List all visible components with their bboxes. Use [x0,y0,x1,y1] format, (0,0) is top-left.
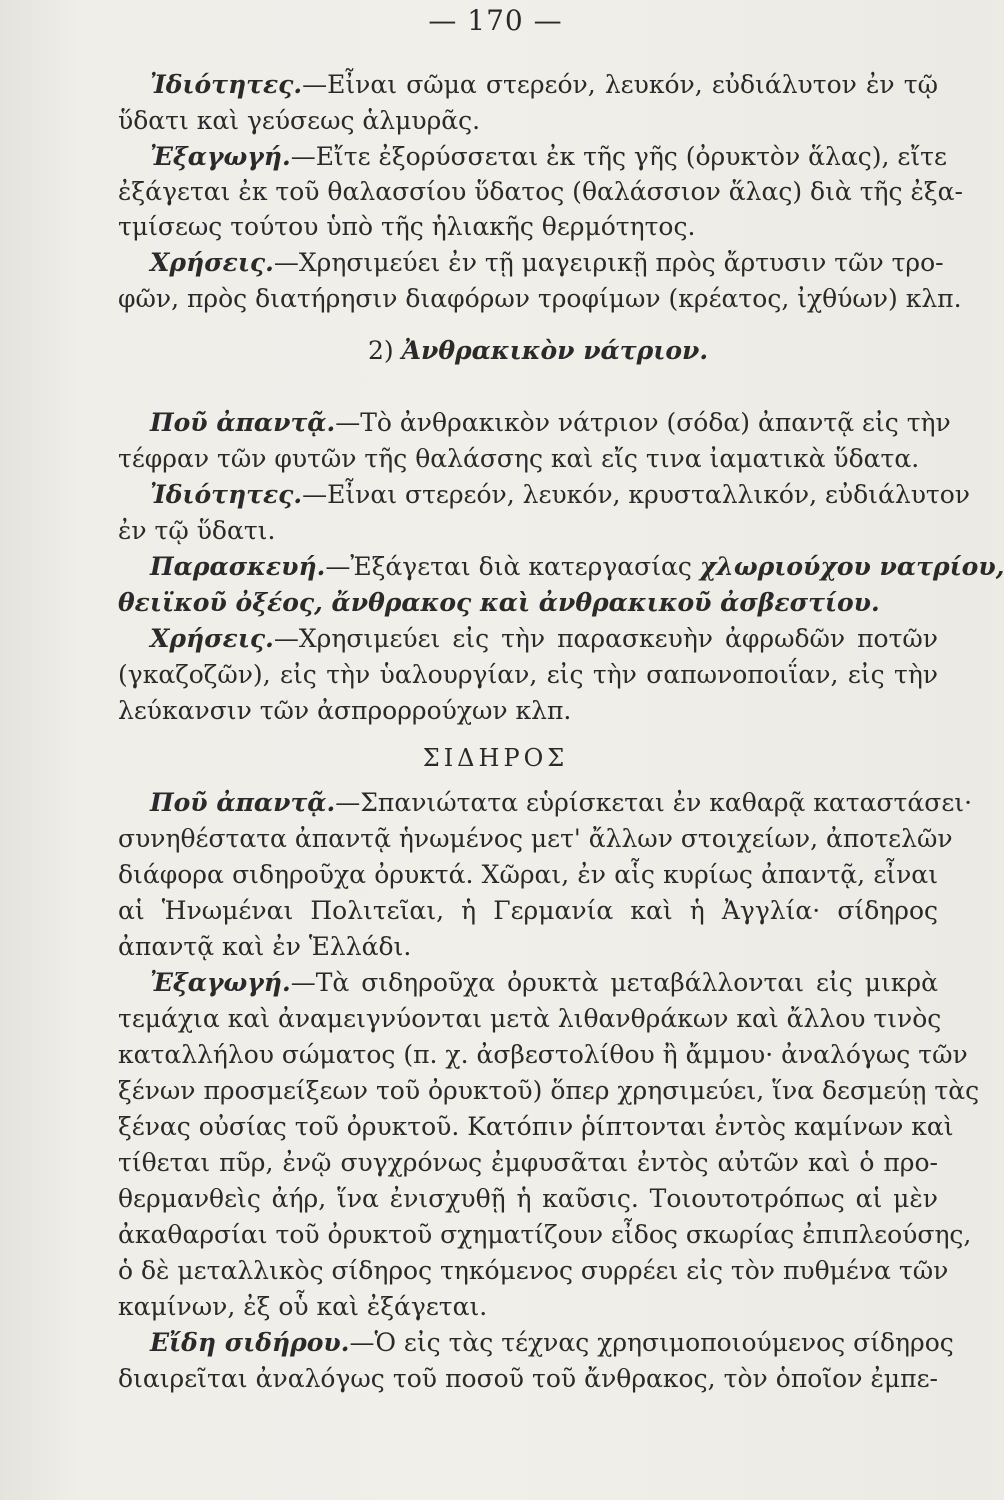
text-line: Ἰδιότητες.—Εἶναι στερεόν, λευκόν, κρυσταλλικόν, εὐδιάλυτον [150,480,970,509]
text-line: Ποῦ ἀπαντᾷ.—Τὸ ἀνθρακικὸν νάτριον (σόδα) ἀπαντᾷ εἰς τὴν [150,408,951,437]
text-line: ἀκαθαρσίαι τοῦ ὀρυκτοῦ σχηματίζουν εἶδος σκωρίας ἐπιπλεούσης, [118,1220,972,1249]
text-line: Παρασκευή.—Ἐξάγεται διὰ κατεργασίας χλωριούχου νατρίου, [150,552,1004,581]
text-line: λεύκανσιν τῶν ἀσπρορρούχων κλπ. [118,696,572,725]
text-line: ἐξάγεται ἐκ τοῦ θαλασσίου ὕδατος (θαλάσσιον ἅλας) διὰ τῆς ἐξα- [118,177,963,206]
text-line: ἐν τῷ ὕδατι. [118,516,276,545]
text-line: τμίσεως τούτου ὑπὸ τῆς ἡλιακῆς θερμότητος. [118,212,696,241]
text-line: θειϊκοῦ ὀξέος, ἄνθρακος καὶ ἀνθρακικοῦ ἀσβεστίου. [118,588,880,617]
text-line: (γκαζοζῶν), εἰς τὴν ὑαλουργίαν, εἰς τὴν σαπωνοποιΐαν, εἰς τὴν [118,660,938,689]
text-line: φῶν, πρὸς διατήρησιν διαφόρων τροφίμων (κρέατος, ἰχθύων) κλπ. [118,284,962,313]
text-line: Χρήσεις.—Χρησιμεύει εἰς τὴν παρασκευὴν ἀφρωδῶν ποτῶν [150,624,938,653]
text-line: αἱ Ἡνωμέναι Πολιτεῖαι, ἡ Γερμανία καὶ ἡ Ἀγγλία· σίδηρος [118,896,938,925]
section-heading: Χρήσεις. [150,624,274,653]
text-line: ξένας οὐσίας τοῦ ὀρυκτοῦ. Κατόπιν ῥίπτονται ἐντὸς καμίνων καὶ [118,1112,954,1141]
chapter-title: ΣΙΔΗΡΟΣ [422,744,569,772]
text-line: συνηθέστατα ἀπαντᾷ ἡνωμένος μετ' ἄλλων στοιχείων, ἀποτελῶν [118,824,953,853]
section-heading: Χρήσεις. [150,248,274,277]
section-heading: Ἐξαγωγή. [150,142,291,171]
text-line: καταλλήλου σώματος (π. χ. ἀσβεστολίθου ἢ ἄμμου· ἀναλόγως τῶν [118,1040,968,1069]
section-heading: Ποῦ ἀπαντᾷ. [150,408,336,437]
text-line: ὕδατι καὶ γεύσεως ἁλμυρᾶς. [118,106,481,135]
section-heading: Παρασκευή. [150,552,326,581]
text-line: Χρήσεις.—Χρησιμεύει ἐν τῇ μαγειρικῇ πρὸς ἄρτυσιν τῶν τρο- [150,248,944,277]
text-line: Εἴδη σιδήρου.—Ὁ εἰς τὰς τέχνας χρησιμοποιούμενος σίδηρος [150,1328,954,1357]
subsection-title: 2) Ἀνθρακικὸν νάτριον. [368,336,709,365]
section-heading: Ἐξαγωγή. [150,968,291,997]
text-line: καμίνων, ἐξ οὗ καὶ ἐξάγεται. [118,1292,488,1321]
text-line: διάφορα σιδηροῦχα ὀρυκτά. Χῶραι, ἐν αἷς κυρίως ἀπαντᾷ, εἶναι [118,860,938,889]
text-line: Ἰδιότητες.—Εἶναι σῶμα στερεόν, λευκόν, εὐδιάλυτον ἐν τῷ [150,70,938,99]
text-line: ἀπαντᾷ καὶ ἐν Ἑλλάδι. [118,932,412,961]
section-heading: Ποῦ ἀπαντᾷ. [150,788,336,817]
section-heading: Ἰδιότητες. [150,70,303,99]
text-line: τεμάχια καὶ ἀναμειγνύονται μετὰ λιθανθράκων καὶ ἄλλου τινὸς [118,1004,942,1033]
text-line: διαιρεῖται ἀναλόγως τοῦ ποσοῦ τοῦ ἄνθρακος, τὸν ὁποῖον ἐμπε- [118,1364,938,1393]
text-line: Ἐξαγωγή.—Εἴτε ἐξορύσσεται ἐκ τῆς γῆς (ὀρυκτὸν ἅλας), εἴτε [150,142,947,171]
text-line: Ποῦ ἀπαντᾷ.—Σπανιώτατα εὑρίσκεται ἐν καθαρᾷ καταστάσει· [150,788,973,817]
section-heading: Εἴδη σιδήρου. [150,1328,350,1357]
text-line: τίθεται πῦρ, ἐνῷ συγχρόνως ἐμφυσᾶται ἐντὸς αὐτῶν καὶ ὁ προ- [118,1148,938,1177]
text-line: τέφραν τῶν φυτῶν τῆς θαλάσσης καὶ εἴς τινα ἰαματικὰ ὕδατα. [118,444,920,473]
section-heading: Ἰδιότητες. [150,480,303,509]
text-line: ξένων προσμείξεων τοῦ ὀρυκτοῦ) ὅπερ χρησιμεύει, ἵνα δεσμεύῃ τὰς [118,1076,980,1105]
text-line: Ἐξαγωγή.—Τὰ σιδηροῦχα ὀρυκτὰ μεταβάλλονται εἰς μικρὰ [150,968,938,997]
page-number: — 170 — [428,4,563,37]
text-line: ὁ δὲ μεταλλικὸς σίδηρος τηκόμενος συρρέει εἰς τὸν πυθμένα τῶν [118,1256,949,1285]
text-line: θερμανθεὶς ἀήρ, ἵνα ἐνισχυθῇ ἡ καῦσις. Τοιουτοτρόπως αἱ μὲν [118,1184,938,1213]
